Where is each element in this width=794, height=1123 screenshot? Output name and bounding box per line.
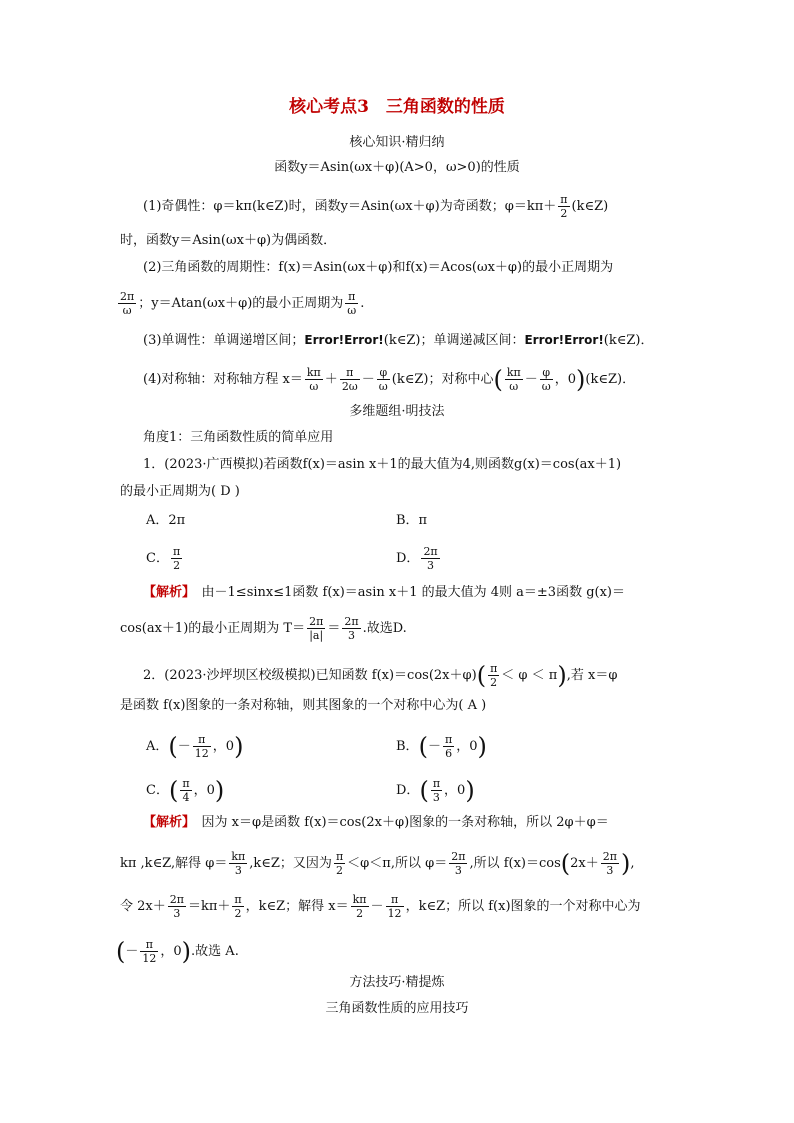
- section-subheading: 函数y＝Asin(ωx＋φ)(A>0，ω>0)的性质: [274, 160, 520, 175]
- q1-option-b: B．π: [396, 513, 428, 528]
- section-heading-core-knowledge: 核心知识·精归纳: [349, 135, 445, 150]
- paragraph-monotonicity: (3)单调性：单调递增区间；Error!Error!(k∈Z)；单调递减区间：Error!Error!(k∈Z)．: [143, 333, 654, 348]
- q1-option-d: D． $\frac{2\pi}{3}$: [396, 545, 438, 572]
- page-title: 核心考点3 三角函数的性质: [289, 97, 505, 117]
- paragraph-period-cont: $\frac{2\pi}{\omega}$ ；y＝Atan(ωx＋φ)的最小正周期为 $\frac{\pi}{\omega}$ .: [120, 290, 365, 317]
- solution-label: 【解析】: [143, 585, 189, 600]
- solution-1: 【解析】 由－1≤sinx≤1函数 f(x)＝asin x＋1 的最大值为 4则 a＝±3函数 g(x)＝: [143, 585, 626, 600]
- fraction-2pi-over-omega: $\frac{2\pi}{\omega}$: [120, 290, 135, 317]
- solution-2-line4: (－ $\frac{\pi}{12}$ ，0).故选 A.: [116, 937, 239, 966]
- paragraph-symmetry: (4)对称轴：对称轴方程 x＝ $\frac{k\pi}{\omega}$ ＋ $\frac{\pi}{2\omega}$ － $\frac{\varphi}{\omega}$ (k∈Z)；对称中心( $\frac{k\pi}{\omega}$ － $\frac{\varphi}{\omega}$ ，0)(k∈Z)．: [143, 365, 636, 394]
- q1-option-c: C． $\frac{\pi}{2}$: [146, 545, 181, 572]
- q1-option-a: A．2π: [146, 513, 186, 528]
- solution-2-line2: kπ ,k∈Z,解得 φ＝ $\frac{k\pi}{3}$ ,k∈Z；又因为 $\frac{\pi}{2}$ ＜φ＜π,所以 φ＝ $\frac{2\pi}{3}$ ,所以 f(x)＝cos(2x＋ $\frac{2\pi}{3}$ ),: [120, 849, 635, 878]
- paragraph-parity-cont: 时，函数y＝Asin(ωx＋φ)为偶函数．: [120, 233, 337, 248]
- question-2: 2．(2023·沙坪坝区校级模拟)已知函数 f(x)＝cos(2x＋φ)( $\frac{\pi}{2}$ ＜ φ ＜ π),若 x＝φ: [143, 661, 618, 690]
- section-heading-problems: 多维题组·明技法: [349, 404, 445, 419]
- paragraph-period: (2)三角函数的周期性：f(x)＝Asin(ωx＋φ)和f(x)＝Acos(ωx＋φ)的最小正周期为: [143, 260, 614, 275]
- q2-option-b: B．(－ $\frac{\pi}{6}$ ，0): [396, 732, 487, 761]
- section-subheading-methods: 三角函数性质的应用技巧: [325, 1001, 469, 1016]
- solution-1-cont: cos(ax＋1)的最小正周期为 T＝ $\frac{2\pi}{|a|}$ ＝ $\frac{2\pi}{3}$ .故选D.: [120, 615, 407, 642]
- paragraph-parity: (1)奇偶性：φ＝kπ(k∈Z)时，函数y＝Asin(ωx＋φ)为奇函数；φ＝kπ＋ $\frac{\pi}{2}$ (k∈Z): [143, 193, 609, 220]
- q2-option-c: C．( $\frac{\pi}{4}$ ，0): [146, 776, 225, 805]
- question-2-cont: 是函数 f(x)图象的一条对称轴，则其图象的一个对称中心为( A ): [120, 698, 487, 713]
- section-heading-methods: 方法技巧·精提炼: [349, 975, 445, 990]
- error-text-1: Error!Error!: [304, 333, 384, 347]
- question-1: 1．(2023·广西模拟)若函数f(x)＝asin x＋1的最大值为4,则函数g(x)＝cos(ax＋1): [143, 457, 622, 472]
- q2-option-a: A．(－ $\frac{\pi}{12}$ ，0): [146, 732, 244, 761]
- solution-2: 【解析】 因为 x＝φ是函数 f(x)＝cos(2x＋φ)图象的一条对称轴，所以 2φ＋φ＝: [143, 815, 609, 830]
- q2-option-d: D．( $\frac{\pi}{3}$ ，0): [396, 776, 475, 805]
- fraction-pi-over-2: $\frac{\pi}{2}$: [560, 193, 568, 220]
- error-text-2: Error!Error!: [524, 333, 604, 347]
- fraction-pi-over-omega: $\frac{\pi}{\omega}$: [347, 290, 357, 317]
- angle-heading: 角度1：三角函数性质的简单应用: [143, 430, 334, 445]
- solution-2-line3: 令 2x＋ $\frac{2\pi}{3}$ ＝kπ＋ $\frac{\pi}{2}$ ，k∈Z；解得 x＝ $\frac{k\pi}{2}$ － $\frac{\pi}{12}$ ，k∈Z；所以 f(x)图象的一个对称中心为: [120, 893, 641, 920]
- question-1-cont: 的最小正周期为( D ): [120, 484, 240, 499]
